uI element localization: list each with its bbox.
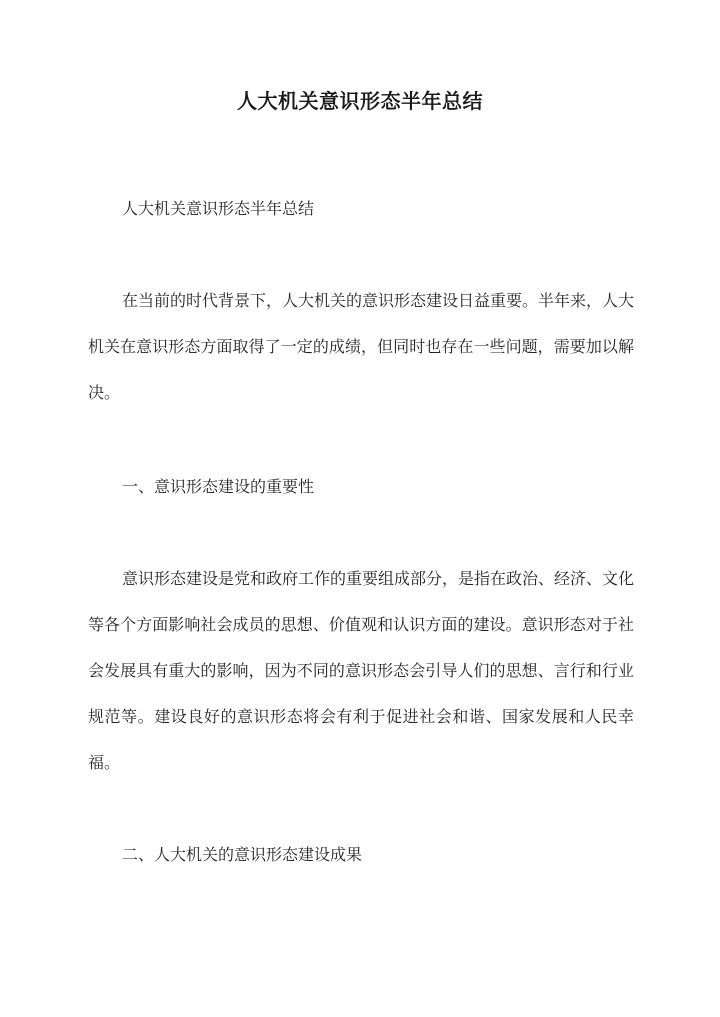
intro-paragraph: 在当前的时代背景下，人大机关的意识形态建设日益重要。半年来，人大机关在意识形态方面取得了一定的成绩，但同时也存在一些问题，需要加以解决。 [88,291,635,402]
section-1-paragraph: 意识形态建设是党和政府工作的重要组成部分，是指在政治、经济、文化等各个方面影响社会成员的思想、价值观和认识方面的建设。意识形态对于社会发展具有重大的影响，因为不同的意识形态会引导人们的思想、言行和行业规范等。建设良好的意识形态将会有利于促进社会和谐、国家发展和人民幸福。 [88,569,635,772]
section-2-heading: 二、人大机关的意识形态建设成果 [122,845,363,864]
section-1-heading: 一、意识形态建设的重要性 [122,477,315,496]
document-title: 人大机关意识形态半年总结 [237,89,483,113]
document-subtitle: 人大机关意识形态半年总结 [122,199,315,218]
